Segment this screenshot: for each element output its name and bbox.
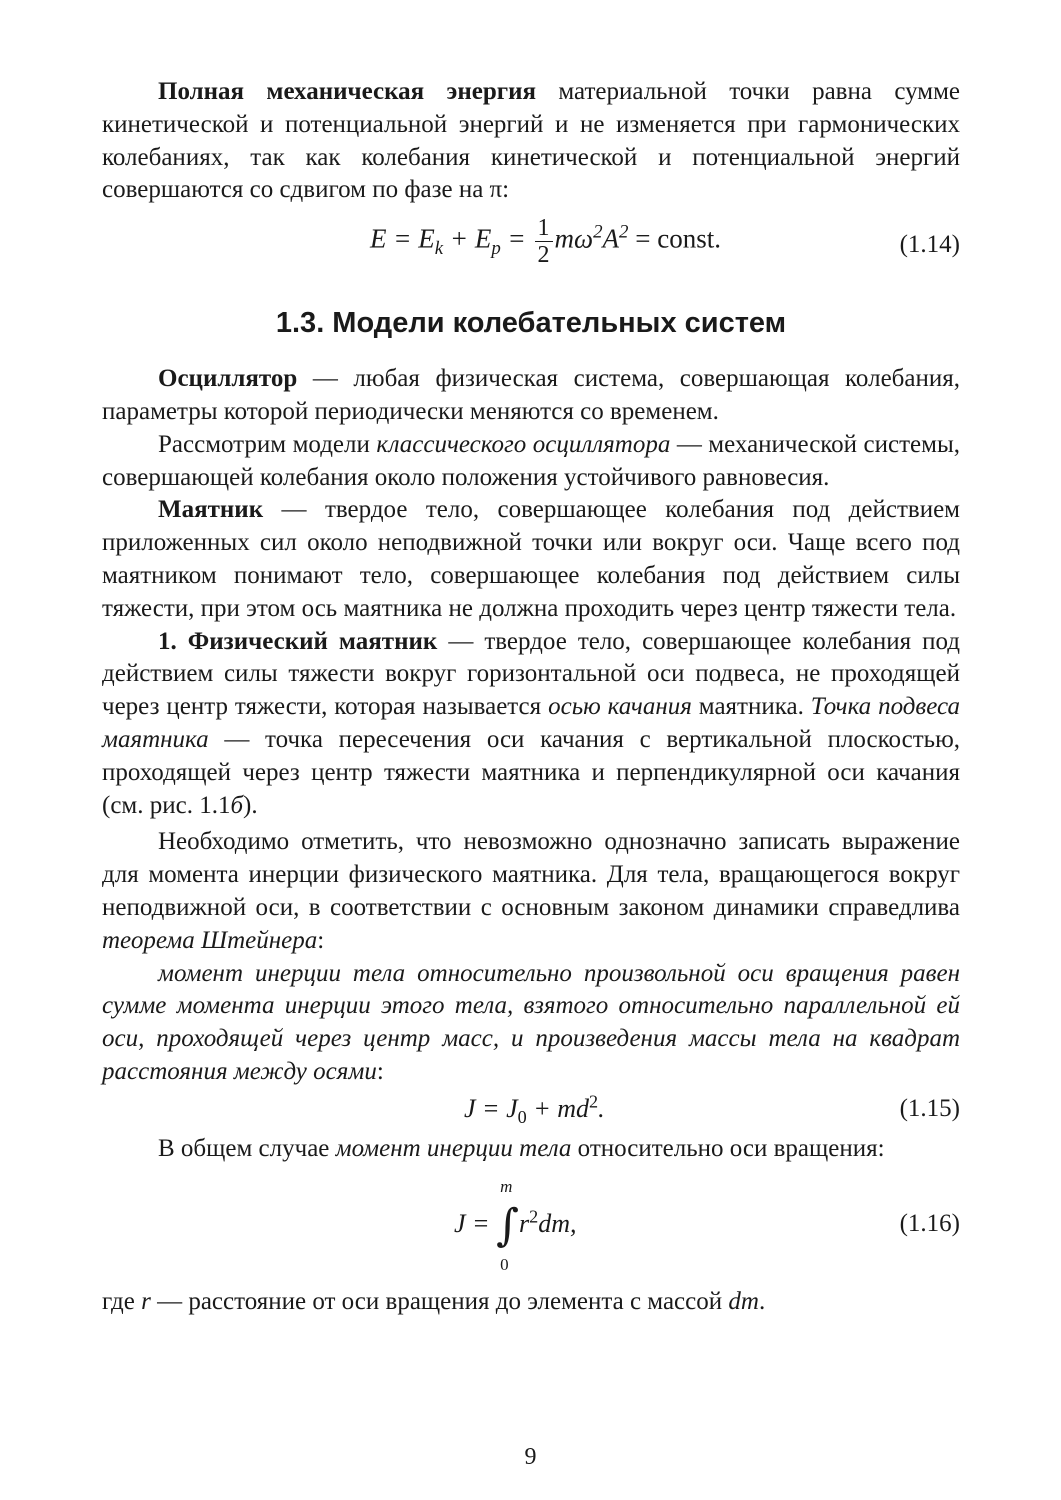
formula-part: A [602, 223, 620, 254]
paragraph-text: : [376, 1057, 384, 1085]
page-number: 9 [524, 1444, 537, 1470]
formula-part: dm, [538, 1208, 577, 1238]
paragraph-steiner-theorem [102, 958, 960, 1089]
equation-number: (1.14) [899, 231, 960, 259]
paragraph-text: относительно оси вращения: [571, 1134, 885, 1162]
fraction-denominator: 2 [537, 242, 550, 269]
paragraph-text: ). [243, 791, 258, 819]
formula-part: + E [443, 223, 492, 254]
paragraph-text: где [102, 1287, 142, 1315]
formula-energy [370, 215, 721, 268]
term-mechanical-energy: Полная механическая энергия [158, 78, 537, 105]
paragraph-classic-oscillator [102, 429, 960, 495]
term-suspension-point: Точка подвеса маятника [102, 693, 960, 753]
equation-1-14 [102, 207, 960, 285]
term-steiner-theorem: теорема Штейнера [102, 926, 318, 954]
paragraph-text: маятника. [691, 693, 811, 721]
term-oscillator: Осциллятор [158, 365, 298, 393]
paragraph-text: — твердое тело, совершающее колебания под действием силы тяжести вокруг горизонтальной оси подвеса, не проходящей через центр тяжести, которая называется [102, 627, 960, 721]
symbol-dm: dm [728, 1287, 759, 1315]
integral-upper-limit: m [500, 1176, 513, 1196]
equation-1-16 [102, 1166, 960, 1286]
paragraph-text: — расстояние от оси вращения до элемента с массой [150, 1287, 729, 1315]
paragraph-text: — твердое тело, совершающее колебания под действием приложенных сил около неподвижной точки или вокруг оси. Чаще всего под маятником понимают тело, совершающее колебания под действием силы тяжести, при этом ось маятника не должна проходить через центр тяжести тела. [102, 496, 960, 622]
paragraph-text: Необходимо отметить, что невозможно однозначно записать выражение для момента инерции физического маятника. Для тела, вращающегося вокруг неподвижной оси, в соответствии с основным законом динамики справедлива [102, 828, 960, 921]
page-body [102, 76, 960, 1318]
formula-part: + md [526, 1093, 590, 1123]
term-physical-pendulum: 1. Физический маятник [158, 627, 438, 655]
fraction-numerator: 1 [535, 215, 553, 242]
formula-sup: 2 [619, 221, 629, 243]
equation-1-15 [102, 1089, 960, 1133]
section-heading: 1.3. Модели колебательных систем [275, 307, 787, 340]
formula-integral [454, 1176, 577, 1274]
paragraph-text: : [317, 926, 325, 954]
paragraph-oscillator [102, 363, 960, 429]
integral-symbol: ∫ [496, 1199, 520, 1251]
formula-sub: 0 [517, 1106, 527, 1127]
formula-sup: 2 [589, 1091, 599, 1112]
formula-part: mω [554, 223, 594, 254]
paragraph-moment-general [102, 1133, 960, 1166]
paragraph-text: материальной точки равна сумме кинетической и потенциальной энергий и не изменяется при гармонических колебаниях, так как колебания кинетической и потенциальной энергий совершаются со сдвигом по фазе на π: [102, 78, 960, 204]
paragraph-pendulum [102, 494, 960, 625]
paragraph-where-r [102, 1286, 960, 1319]
equation-number: (1.15) [899, 1094, 960, 1122]
formula-part: E = E [370, 223, 435, 254]
equation-number: (1.16) [899, 1209, 960, 1237]
figure-ref-letter: б [230, 791, 244, 819]
theorem-statement: момент инерции тела относительно произвольной оси вращения равен сумме момента инерции этого тела, взятого относительно параллельной ей оси, проходящей через центр масс, и произведения массы тела на квадрат расстояния между осями [102, 959, 960, 1085]
paragraph-text: В общем случае [158, 1134, 336, 1162]
formula-part: r [519, 1208, 530, 1238]
formula-steiner [464, 1093, 605, 1126]
term-moment-of-inertia: момент инерции тела [335, 1134, 572, 1162]
formula-part: J = [454, 1208, 497, 1238]
formula-sup: 2 [593, 221, 603, 243]
fraction-half [535, 215, 553, 268]
paragraph-text: — точка пересечения оси качания с вертикальной плоскостью, проходящей через центр тяжести маятника и перпендикулярной оси качания (см. рис. 1.1 [102, 725, 960, 819]
formula-part: J = J [464, 1093, 518, 1123]
formula-sub: k [434, 238, 444, 260]
paragraph-text: — любая физическая система, совершающая колебания, параметры которой периодически меняются со временем. [102, 365, 960, 425]
formula-part: . [598, 1093, 605, 1123]
term-classic-oscillator: классического осциллятора [376, 430, 671, 458]
integral-lower-limit: 0 [500, 1254, 509, 1274]
formula-sup: 2 [529, 1205, 539, 1226]
integral-sign [496, 1176, 520, 1274]
paragraph-text: — механической системы, совершающей колебания около положения устойчивого равновесия. [102, 430, 961, 491]
formula-part: = const. [628, 223, 721, 254]
symbol-r: r [141, 1287, 151, 1315]
paragraph-steiner-intro [102, 826, 960, 957]
term-pendulum: Маятник [158, 496, 264, 524]
paragraph-text: . [758, 1287, 766, 1315]
formula-sub: p [491, 238, 501, 260]
term-swing-axis: осью качания [548, 693, 692, 721]
paragraph-mechanical-energy [102, 76, 960, 207]
paragraph-text: Рассмотрим модели [158, 430, 377, 458]
paragraph-physical-pendulum [102, 626, 960, 823]
formula-part: = [500, 223, 533, 254]
